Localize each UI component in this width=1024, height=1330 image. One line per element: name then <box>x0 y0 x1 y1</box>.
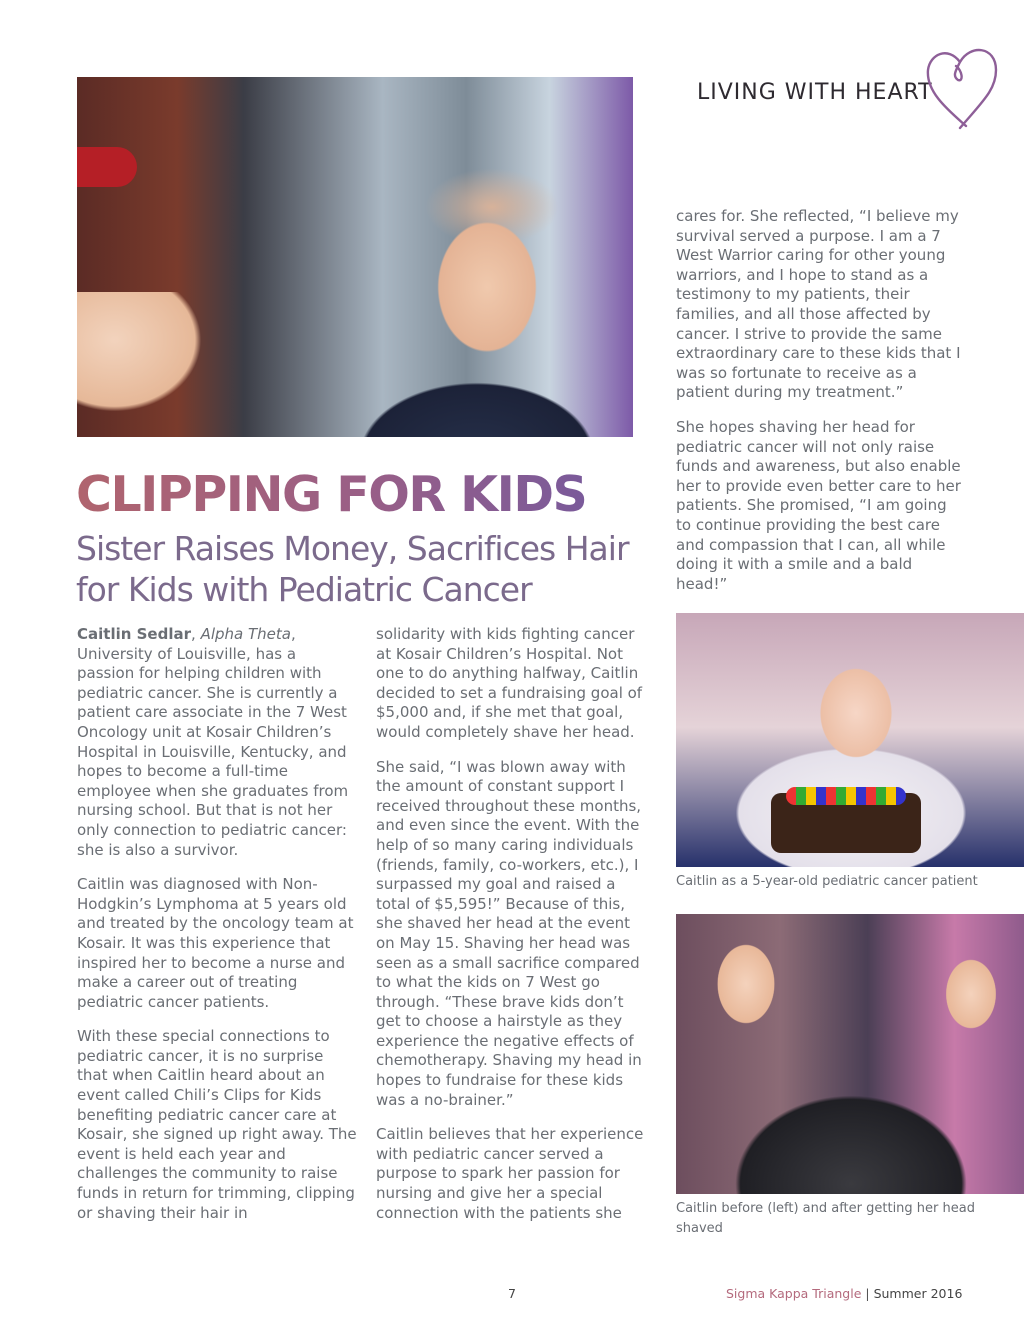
paragraph-text: , University of Louisville, has a passion for helping children with pediatric cancer. She is currently a patient care associate in the 7 West Oncology unit at Kosair Children’s Hospital in Louisville, Kentucky, and hopes to become a full-time employee when she graduates from nursing school. But that is not her only connection to pediatric cancer: she is also a survivor. <box>77 625 349 859</box>
photo-caption: Caitlin before (left) and after getting her head shaved <box>676 1201 975 1236</box>
paragraph: cares for. She reflected, “I believe my survival served a purpose. I am a 7 West Warrior caring for other young warriors, and I hope to stand as a testimony to my patients, their families, and all those affected by cancer. I strive to provide the same extraordinary care to these kids that I was so fortunate to receive as a patient during my treatment.” <box>676 207 961 402</box>
page-number: 7 <box>508 1286 516 1301</box>
childhood-photo <box>676 613 1024 867</box>
section-title: LIVING WITH HEART <box>697 80 933 105</box>
paragraph: She hopes shaving her head for pediatric cancer will not only raise funds and awareness, but also enable her to provide even better care to her patients. She promised, “I am going to continue providing the best care and compassion that I can, all while doing it with a smile and a bald head!” <box>676 417 961 593</box>
paragraph: Caitlin believes that her experience with pediatric cancer served a purpose to spark her passion for nursing and give her a special connection with the patients she <box>376 1125 644 1222</box>
photo-caption: Caitlin as a 5-year-old pediatric cancer patient <box>676 874 978 889</box>
paragraph <box>77 625 357 860</box>
birthday-cake <box>771 793 921 853</box>
paragraph: solidarity with kids fighting cancer at Kosair Children’s Hospital. Not one to do anything halfway, Caitlin decided to set a fundraising goal of $5,000 and, if she met that goal, would completely shave her head. <box>376 625 643 741</box>
hero-photo <box>77 77 633 437</box>
text-column-1 <box>77 625 357 1238</box>
article-headline: CLIPPING FOR KIDS <box>76 466 587 523</box>
byline-name: Caitlin Sedlar <box>77 625 192 643</box>
footer-publication <box>726 1286 962 1301</box>
footer-separator: | <box>865 1286 870 1301</box>
photo-arm <box>77 292 202 412</box>
byline-chapter: Alpha Theta <box>200 625 291 643</box>
issue-date: Summer 2016 <box>873 1286 963 1301</box>
text-column-3 <box>676 207 961 609</box>
publication-name: Sigma Kappa Triangle <box>726 1286 862 1301</box>
paragraph: Caitlin was diagnosed with Non-Hodgkin’s Lymphoma at 5 years old and treated by the oncology team at Kosair. It was this experience that inspired her to become a nurse and make a career out of treating pediatric cancer patients. <box>77 875 354 1011</box>
article-subheadline: Sister Raises Money, Sacrifices Hair for Kids with Pediatric Cancer <box>76 529 629 609</box>
storefront-sign <box>77 147 137 187</box>
paragraph: With these special connections to pediatric cancer, it is no surprise that when Caitlin heard about an event called Chili’s Clips for Kids benefiting pediatric cancer care at Kosair, she signed up right away. The event is held each year and challenges the community to raise funds in return for trimming, clipping or shaving their hair in <box>77 1027 357 1222</box>
before-after-photo <box>676 914 1024 1194</box>
text-column-2 <box>376 625 644 1238</box>
paragraph: She said, “I was blown away with the amount of constant support I received throughout these months, and even since the event. With the help of so many caring individuals (friends, family, co-workers, etc.), I surpassed my goal and raised a total of $5,595!” Because of this, she shaved her head at the event on May 15. Shaving her head was seen as a small sacrifice compared to what the kids on 7 West go through. “These brave kids don’t get to choose a hairstyle as they experience the negative effects of chemotherapy. Shaving my head in hopes to fundraise for these kids was a no-brainer.” <box>376 757 642 1109</box>
heart-outline-icon <box>918 40 1002 132</box>
byline-separator: , <box>191 625 201 643</box>
